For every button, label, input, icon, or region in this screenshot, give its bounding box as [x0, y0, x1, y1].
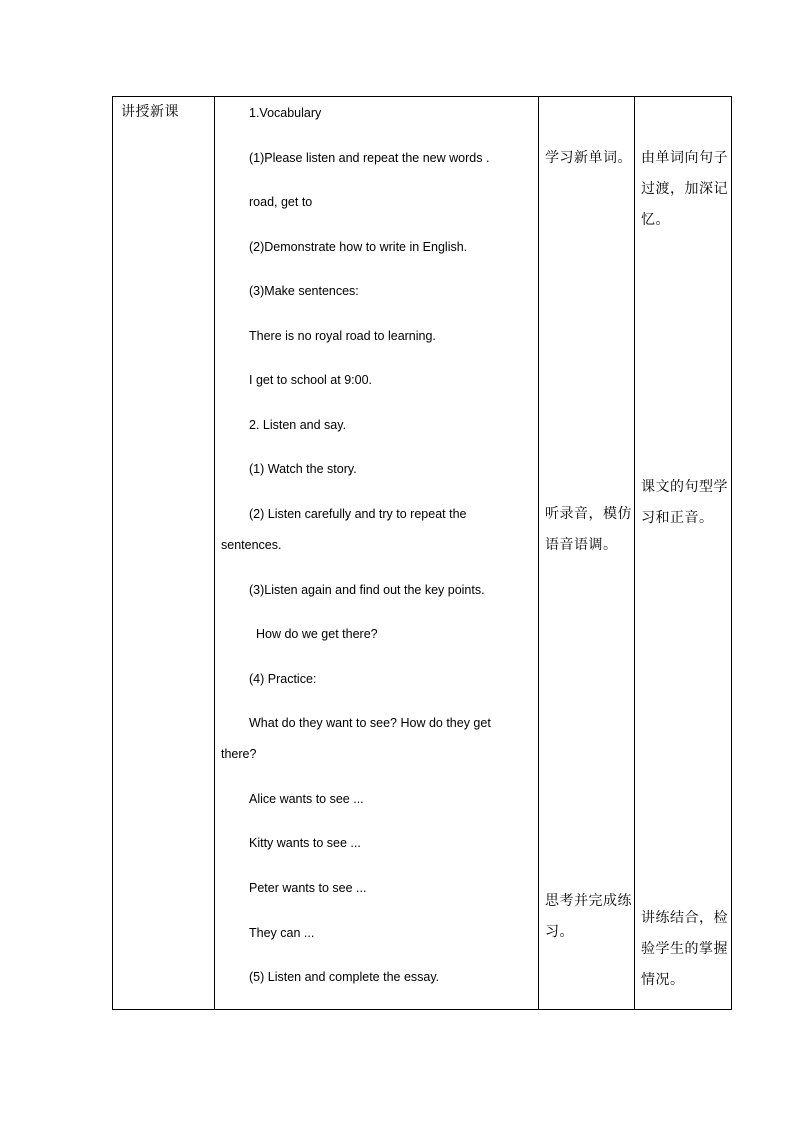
content-line: (1) Watch the story.: [249, 462, 357, 476]
section-label: 讲授新课: [121, 104, 179, 120]
content-line: There is no royal road to learning.: [249, 329, 436, 343]
content-line: sentences.: [221, 538, 282, 552]
content-line: I get to school at 9:00.: [249, 373, 372, 387]
content-line: Peter wants to see ...: [249, 881, 367, 895]
content-line: Alice wants to see ...: [249, 792, 364, 806]
content-line: How do we get there?: [256, 627, 378, 641]
content-line: What do they want to see? How do they get: [249, 716, 491, 730]
student-activity: 听录音，模仿语音语调。: [545, 506, 632, 553]
content-line: They can ...: [249, 926, 315, 940]
column-divider: [538, 97, 539, 1009]
student-activity: 思考并完成练习。: [545, 893, 632, 940]
column-divider: [214, 97, 215, 1009]
column-divider: [634, 97, 635, 1009]
content-line: (1)Please listen and repeat the new words .: [249, 151, 490, 165]
content-line: (2)Demonstrate how to write in English.: [249, 240, 468, 254]
content-line: (2) Listen carefully and try to repeat the: [249, 507, 467, 521]
design-intent: 由单词向句子过渡，加深记忆。: [641, 150, 728, 228]
content-line: (3)Make sentences:: [249, 284, 359, 298]
content-line: (5) Listen and complete the essay.: [249, 970, 440, 984]
content-line: there?: [221, 747, 257, 761]
content-line: (4) Practice:: [249, 672, 317, 686]
design-intent: 课文的句型学习和正音。: [641, 479, 728, 526]
design-intent: 讲练结合，检验学生的掌握情况。: [641, 910, 728, 988]
content-line: 1.Vocabulary: [249, 106, 322, 120]
content-line: Kitty wants to see ...: [249, 836, 361, 850]
content-line: road, get to: [249, 195, 313, 209]
content-line: (3)Listen again and find out the key points.: [249, 583, 485, 597]
content-line: 2. Listen and say.: [249, 418, 347, 432]
lesson-plan-table: [112, 96, 732, 1010]
student-activity: 学习新单词。: [545, 150, 632, 166]
